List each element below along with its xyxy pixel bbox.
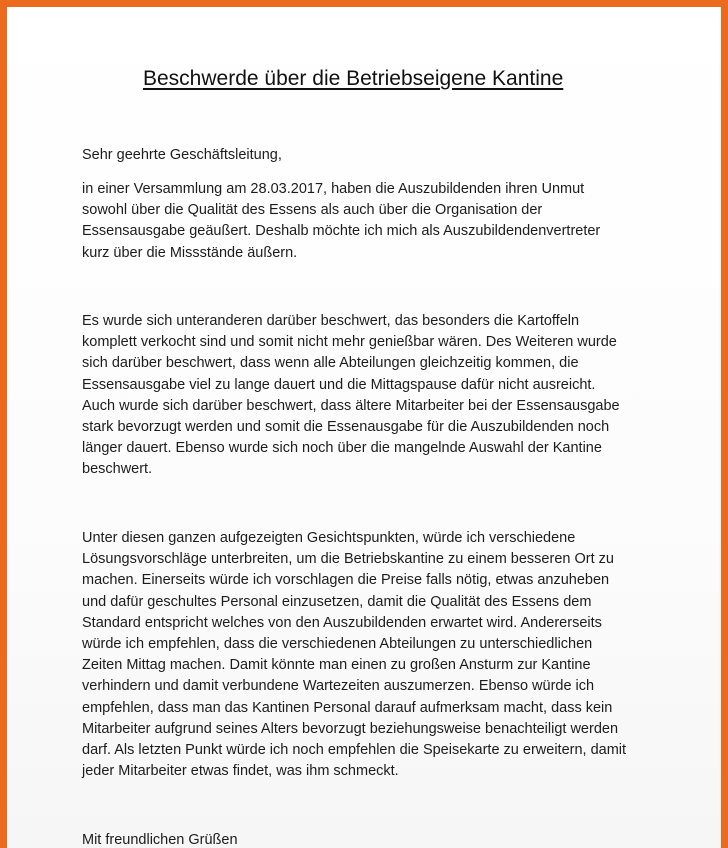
paragraph-line: machen. Einerseits würde ich vorschlagen die Preise falls nötig, etwas anzuheben	[82, 572, 610, 589]
paragraph-line: Lösungsvorschläge unterbreiten, um die Betriebskantine zu einem besseren Ort zu	[82, 551, 614, 568]
paragraph-line: Essensausgabe viel zu lange dauert und die Mittagspause dafür nicht ausreicht.	[82, 376, 596, 393]
paragraph-line: Mitarbeiter aufgrund seines Alters bevorzugt beziehungsweise benachteiligt werden	[82, 720, 619, 737]
salutation: Sehr geehrte Geschäftsleitung,	[82, 147, 282, 163]
paragraph-line: Essensausgabe geäußert. Deshalb möchte ich mich als Auszubildendenvertreter	[82, 223, 601, 240]
paragraph-line: Standard entspricht welches von den Auszubildenden erwartet wird. Andererseits	[82, 614, 602, 631]
paragraph-line: Auch wurde sich darüber beschwert, dass ältere Mitarbeiter bei der Essensausgabe	[82, 397, 620, 414]
paragraph-complaints	[82, 311, 692, 481]
paragraph-line: sich darüber beschwert, dass wenn alle Abteilungen gleichzeitig kommen, die	[82, 355, 579, 372]
paragraph-line: Unter diesen ganzen aufgezeigten Gesichtspunkten, würde ich verschiedene	[82, 530, 576, 546]
paragraph-line: sowohl über die Qualität des Essens als auch über die Organisation der	[82, 202, 543, 219]
paragraph-line: stark bevorzugt werden und somit die Essenausgabe für die Auszubildenden noch	[82, 419, 610, 436]
paragraph-line: jeder Mitarbeiter etwas findet, was ihm schmeckt.	[82, 763, 399, 780]
paragraph-line: empfehlen, dass man das Kantinen Personal darauf aufmerksam macht, dass kein	[82, 699, 613, 716]
paragraph-line: verhindern und damit verbundene Wartezeiten auszumerzen. Ebenso würde ich	[82, 678, 595, 695]
paragraph-line: Zeiten Mittag machen. Damit könnte man einen zu großen Ansturm zur Kantine	[82, 657, 591, 674]
letter-title: Beschwerde über die Betriebseigene Kantine	[143, 67, 564, 90]
closing-greeting: Mit freundlichen Grüßen	[82, 832, 238, 848]
paragraph-line: länger dauert. Ebenso wurde sich noch über die mangelnde Auswahl der Kantine	[82, 440, 602, 457]
paragraph-line: würde ich empfehlen, dass die verschiedenen Abteilungen zu unterschiedlichen	[82, 636, 593, 653]
paragraph-line: darf. Als letzten Punkt würde ich noch empfehlen die Speisekarte zu erweitern, damit	[82, 742, 627, 759]
paragraph-line: beschwert.	[82, 461, 153, 478]
paragraph-line: komplett verkocht sind und somit nicht mehr genießbar wären. Des Weiteren wurde	[82, 334, 617, 351]
paragraph-intro	[82, 179, 692, 264]
paragraph-proposals	[82, 528, 692, 782]
letter-page	[7, 7, 721, 848]
paragraph-line: in einer Versammlung am 28.03.2017, haben die Auszubildenden ihren Unmut	[82, 181, 585, 197]
paragraph-line: kurz über die Missstände äußern.	[82, 244, 298, 261]
paragraph-line: Es wurde sich unteranderen darüber beschwert, das besonders die Kartoffeln	[82, 313, 580, 329]
paragraph-line: und dafür geschultes Personal einzusetzen, damit die Qualität des Essens dem	[82, 593, 592, 610]
